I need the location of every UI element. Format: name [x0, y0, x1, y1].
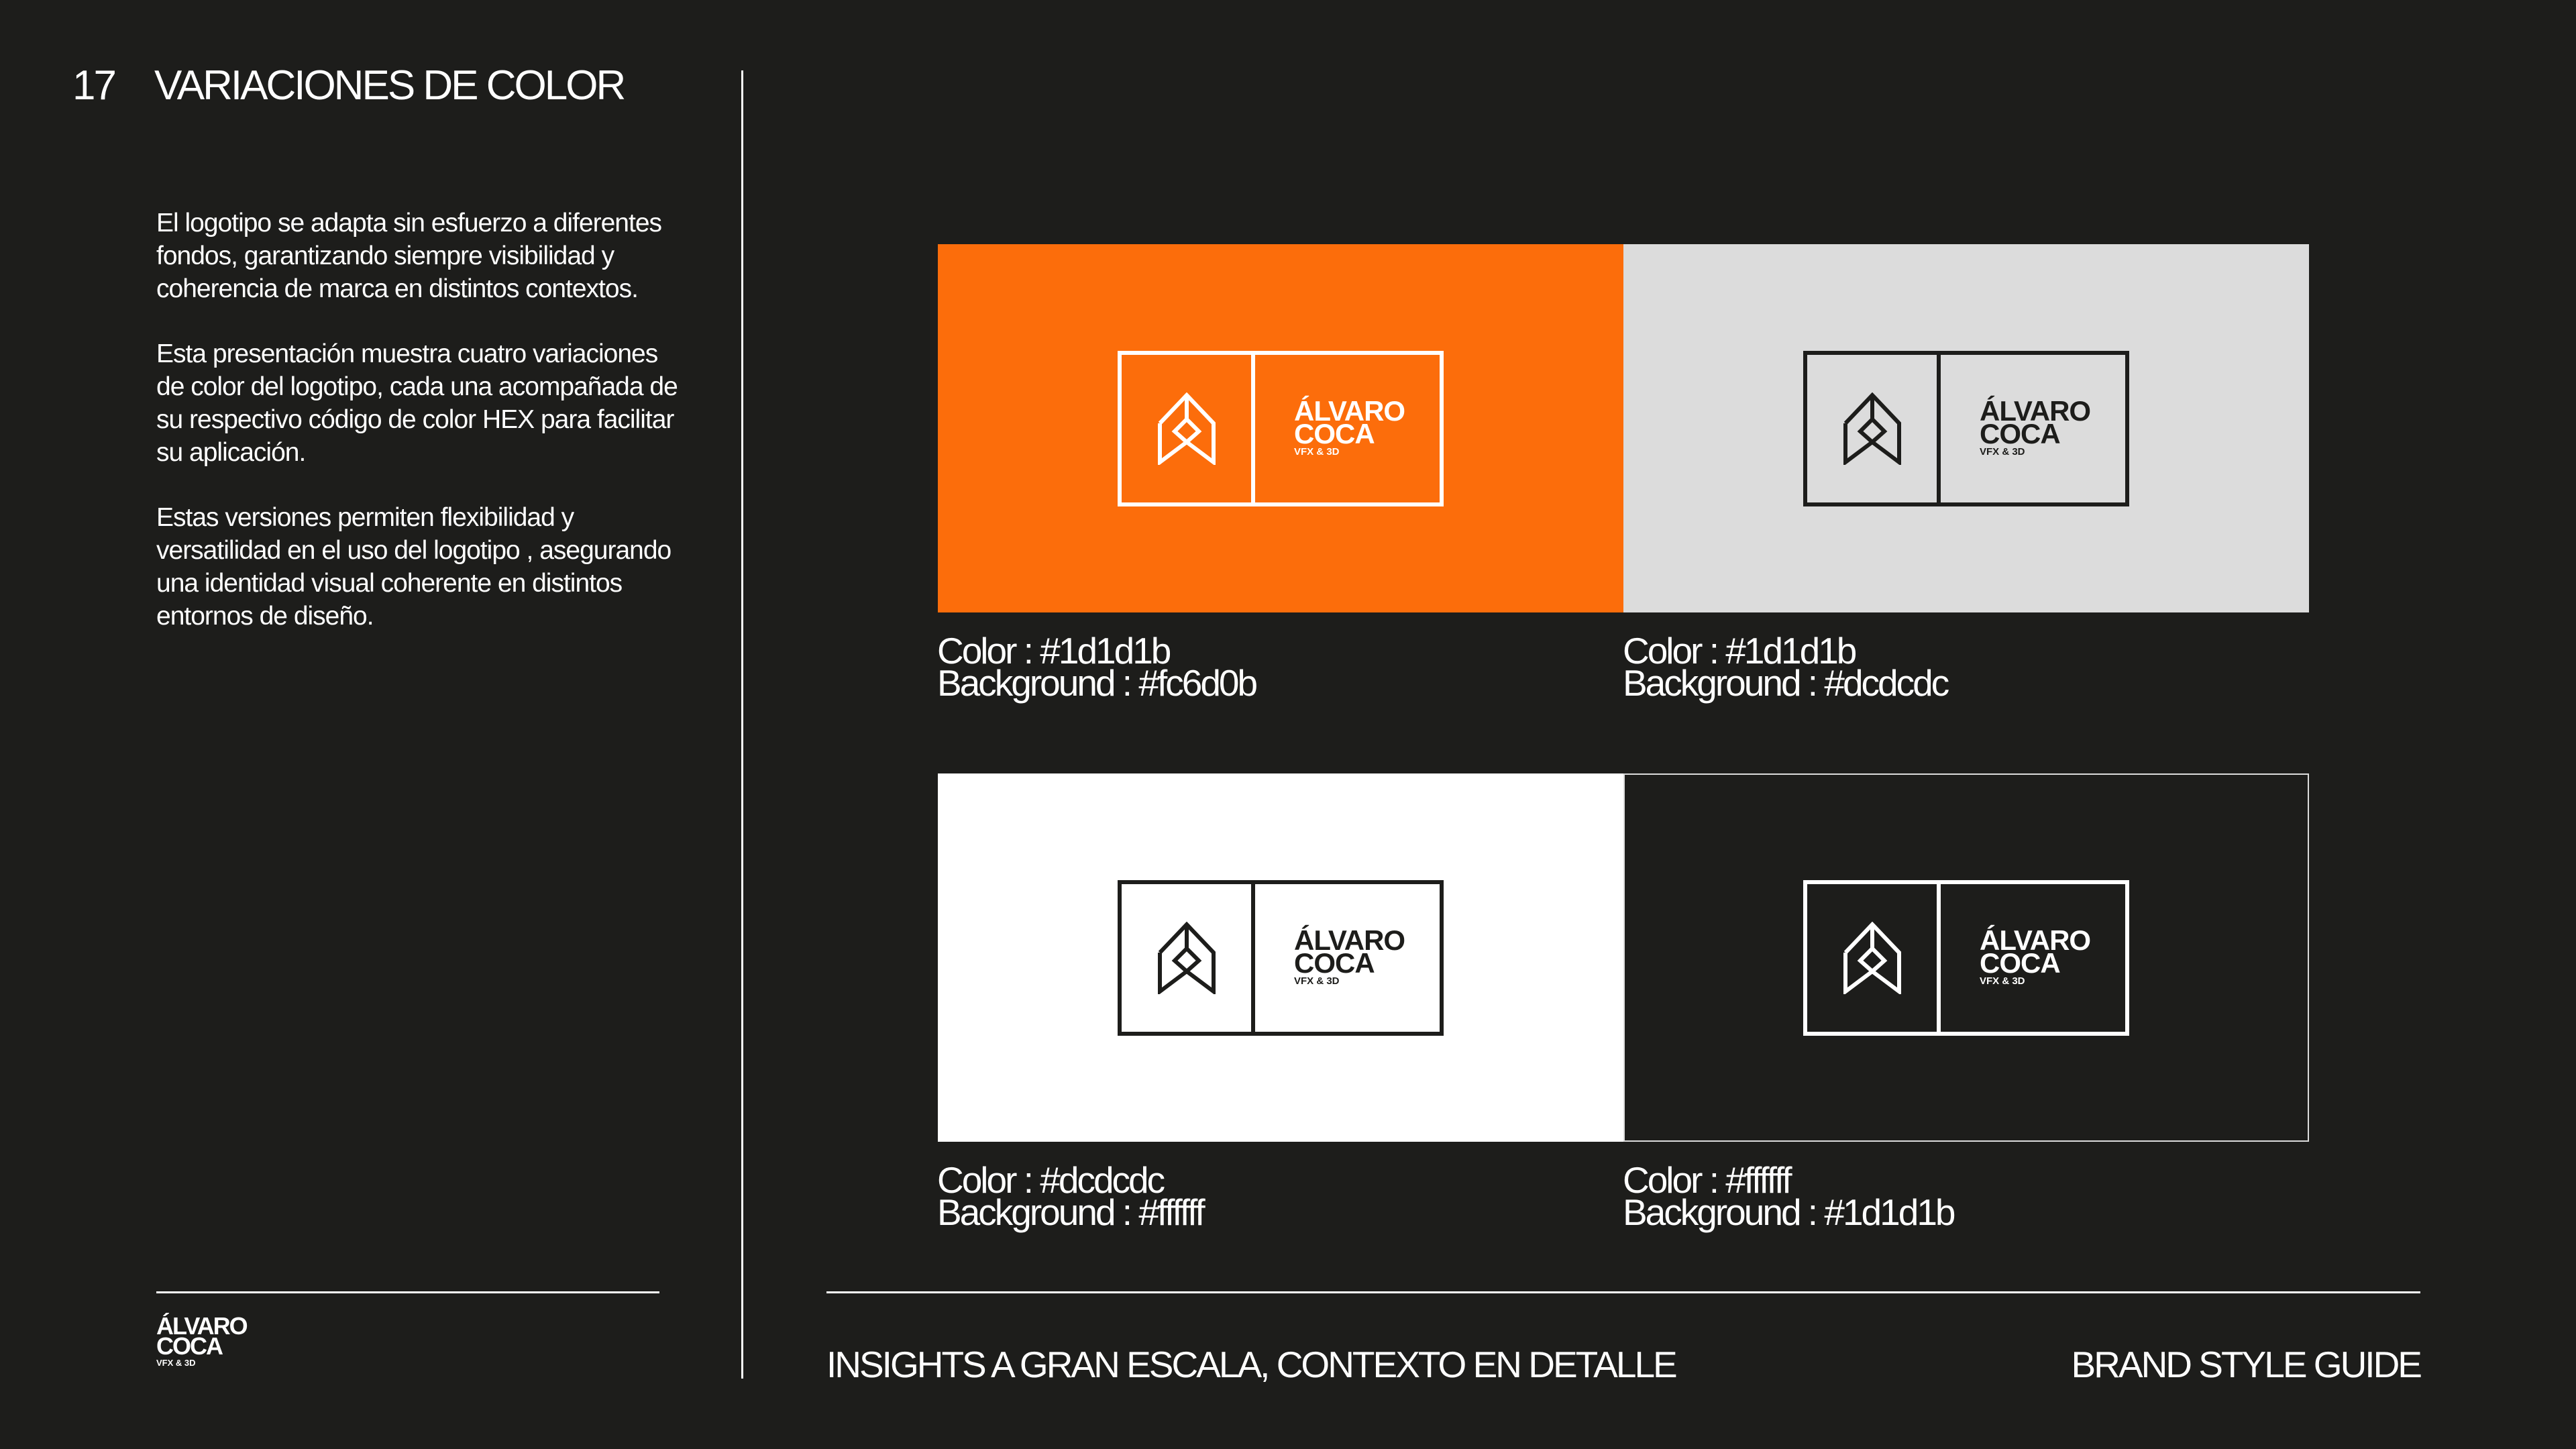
caption-color: Color : #ffffff: [1623, 1159, 1790, 1201]
footer-logo: [156, 1312, 247, 1368]
logo-mark: [1807, 355, 1941, 502]
logo-wordmark: [1255, 355, 1440, 502]
logo-mark: [1122, 884, 1255, 1032]
description-paragraph: El logotipo se adapta sin esfuerzo a diferentes fondos, garantizando siempre visibilidad y coherencia de marca en distintos contextos.: [156, 209, 662, 303]
caption-white: [937, 1159, 1203, 1233]
caption-color: Color : #1d1d1b: [1623, 630, 1856, 672]
logo-sub: VFX & 3D: [1294, 975, 1340, 987]
logo-line2: COCA: [1980, 418, 2060, 449]
swatch-dark: [1623, 773, 2309, 1142]
logo-mark-icon: [1843, 392, 1902, 465]
logo-wordmark: [1941, 355, 2125, 502]
right-footer-rule: [826, 1291, 2420, 1293]
footer-logo-sub: VFX & 3D: [156, 1358, 196, 1368]
footer-logo-line1: ÁLVARO: [156, 1312, 247, 1340]
logo-mark-icon: [1157, 922, 1216, 994]
caption-orange: [937, 630, 1256, 704]
swatch-white: [938, 773, 1623, 1142]
logo-line2: COCA: [1980, 947, 2060, 979]
logo-mark: [1122, 355, 1255, 502]
logo-line2: COCA: [1294, 947, 1375, 979]
logo-sub: VFX & 3D: [1980, 446, 2025, 458]
caption-background: Background : #ffffff: [937, 1191, 1203, 1233]
logo-line1: ÁLVARO: [1294, 924, 1405, 956]
logo-lockup: [1118, 880, 1444, 1036]
vertical-divider: [741, 70, 743, 1379]
footer-guide-name: BRAND STYLE GUIDE: [2071, 1344, 2420, 1385]
logo-mark-icon: [1157, 392, 1216, 465]
caption-background: Background : #1d1d1b: [1623, 1191, 1954, 1233]
logo-mark: [1807, 884, 1941, 1032]
caption-gray: [1623, 630, 1948, 704]
logo-lockup: [1118, 351, 1444, 506]
description: [156, 207, 680, 665]
logo-mark-icon: [1843, 922, 1902, 994]
caption-background: Background : #dcdcdc: [1623, 662, 1948, 704]
description-paragraph: Estas versiones permiten flexibilidad y versatilidad en el uso del logotipo , asegurando una identidad visual coherente en distintos entornos de diseño.: [156, 503, 672, 631]
logo-line2: COCA: [1294, 418, 1375, 449]
caption-color: Color : #1d1d1b: [937, 630, 1170, 672]
caption-color: Color : #dcdcdc: [937, 1159, 1164, 1201]
footer-logo-line2: COCA: [156, 1332, 222, 1360]
logo-line1: ÁLVARO: [1980, 924, 2091, 956]
left-footer-rule: [156, 1291, 659, 1293]
logo-wordmark: [1255, 884, 1440, 1032]
logo-lockup: [1803, 880, 2129, 1036]
logo-sub: VFX & 3D: [1980, 975, 2025, 987]
caption-dark: [1623, 1159, 1954, 1233]
swatch-gray: [1623, 244, 2309, 612]
logo-line1: ÁLVARO: [1294, 395, 1405, 427]
description-paragraph: Esta presentación muestra cuatro variaciones de color del logotipo, cada una acompañada de su respectivo código de color HEX para facilitar su aplicación.: [156, 339, 678, 467]
swatch-orange: [938, 244, 1623, 612]
page-number: 17: [72, 62, 115, 109]
logo-lockup: [1803, 351, 2129, 506]
logo-sub: VFX & 3D: [1294, 446, 1340, 458]
footer-tagline: INSIGHTS A GRAN ESCALA, CONTEXTO EN DETALLE: [826, 1344, 1676, 1385]
caption-background: Background : #fc6d0b: [937, 662, 1256, 704]
logo-line1: ÁLVARO: [1980, 395, 2091, 427]
logo-wordmark: [1941, 884, 2125, 1032]
page-title: VARIACIONES DE COLOR: [154, 62, 625, 109]
